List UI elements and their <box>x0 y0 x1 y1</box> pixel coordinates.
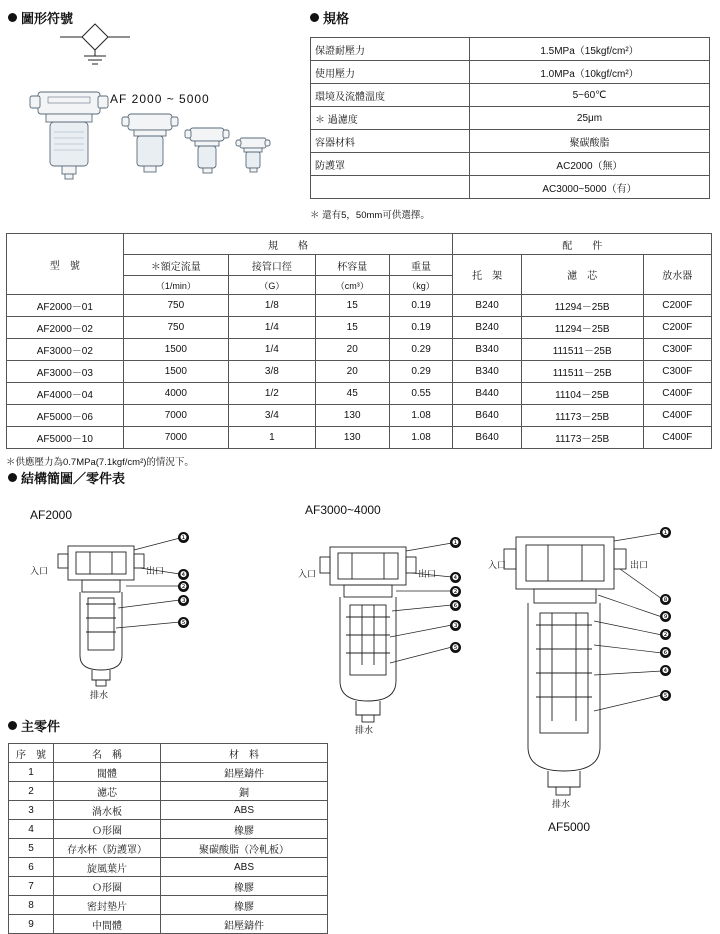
callout-2: ❷ <box>179 582 188 591</box>
series-label: AF 2000 ~ 5000 <box>110 92 210 106</box>
table-row: AF5000－10 7000 1 130 1.08 B640 11173－25B C400F <box>7 427 712 449</box>
col-name: 名 稱 <box>54 744 161 763</box>
table-row: AF4000－04 4000 1/2 45 0.55 B440 11104－25B C400F <box>7 383 712 405</box>
table-row: ＊ 過濾度 25μm <box>311 107 710 130</box>
bullet-icon <box>8 473 17 482</box>
group-spec: 規 格 <box>123 234 453 255</box>
model-table <box>6 233 712 449</box>
callout-4: ❹ <box>661 666 670 675</box>
spec-section-title: 規格 <box>310 8 712 27</box>
callout-3: ❸ <box>179 596 188 605</box>
col-element: 濾 芯 <box>521 255 643 295</box>
callout-3: ❸ <box>451 621 460 630</box>
col-bracket: 托 架 <box>453 255 521 295</box>
callout-1: ❶ <box>179 533 188 542</box>
inlet-label: 入口 <box>488 560 507 570</box>
bullet-icon <box>310 13 319 22</box>
callout-1: ❶ <box>451 538 460 547</box>
inlet-label: 入口 <box>30 566 49 576</box>
table-row: 使用壓力 1.0MPa（10kgf/cm²） <box>311 61 710 84</box>
callout-9: ❾ <box>661 612 670 621</box>
table-row: AF2000－01 750 1/8 15 0.19 B240 11294－25B C200F <box>7 295 712 317</box>
model-table-footnote: ＊供應壓力為0.7MPa(7.1kgf/cm²)的情況下。 <box>6 457 194 468</box>
table-row: 3 渦水板 ABS <box>9 801 328 820</box>
drain-label: 排水 <box>355 725 374 735</box>
symbol-section <box>8 8 308 27</box>
graphic-symbol-diagram <box>60 22 130 66</box>
col-material: 材 料 <box>161 744 328 763</box>
drawing-af2000 <box>30 528 210 708</box>
bullet-icon <box>8 13 17 22</box>
table-row: 5 存水杯（防護罩） 聚碳酸脂（冷軋板） <box>9 839 328 858</box>
spec-table <box>310 37 710 199</box>
table-row: 1 閥體 鋁壓鑄件 <box>9 763 328 782</box>
table-row: AF2000－02 750 1/4 15 0.19 B240 11294－25B C200F <box>7 317 712 339</box>
table-row: 9 中間體 鋁壓鑄件 <box>9 915 328 934</box>
col-weight: 重量 <box>389 255 453 276</box>
table-row: 保證耐壓力 1.5MPa（15kgf/cm²） <box>311 38 710 61</box>
callout-2: ❷ <box>661 630 670 639</box>
col-model: 型 號 <box>7 234 124 295</box>
col-weight-unit: （kg） <box>389 276 453 295</box>
table-row: 8 密封墊片 橡膠 <box>9 896 328 915</box>
symbol-section-title: 圖形符號 <box>8 8 308 27</box>
col-bowl-unit: （cm³） <box>315 276 389 295</box>
col-flow: ＊額定流量 <box>123 255 228 276</box>
table-row: 防護罩 AC2000（無） <box>311 153 710 176</box>
callout-1: ❶ <box>661 528 670 537</box>
outlet-label: 出口 <box>630 560 649 570</box>
inlet-label: 入口 <box>298 569 317 579</box>
col-port: 接管口徑 <box>228 255 315 276</box>
table-row: 2 濾芯 銅 <box>9 782 328 801</box>
drain-label: 排水 <box>90 690 109 700</box>
bullet-icon <box>8 721 17 730</box>
model-section <box>6 233 714 468</box>
structure-section-title: 結構簡圖／零件表 <box>8 468 125 487</box>
col-flow-unit: （1/min） <box>123 276 228 295</box>
table-row: 容器材料 聚碳酸脂 <box>311 130 710 153</box>
table-row: 7 Ｏ形圈 橡膠 <box>9 877 328 896</box>
table-row: 環境及流體溫度 5~60℃ <box>311 84 710 107</box>
table-row: AF3000－02 1500 1/4 20 0.29 B340 111511－25B C300F <box>7 339 712 361</box>
callout-5: ❺ <box>179 618 188 627</box>
table-header-row <box>7 234 712 255</box>
parts-section-title: 主零件 <box>8 716 338 735</box>
drawing-label-af5000: AF5000 <box>548 820 591 834</box>
callout-8: ❽ <box>661 595 670 604</box>
table-row: 4 Ｏ形圈 橡膠 <box>9 820 328 839</box>
parts-table <box>8 743 328 934</box>
table-row: AF3000－03 1500 3/8 20 0.29 B340 111511－25B C300F <box>7 361 712 383</box>
callout-6: ❻ <box>451 601 460 610</box>
table-row: 6 旋風葉片 ABS <box>9 858 328 877</box>
spec-note: ＊ 還有5，50mm可供選擇。 <box>310 210 430 221</box>
table-row: AF5000－06 7000 3/4 130 1.08 B640 11173－25B C400F <box>7 405 712 427</box>
callout-5: ❺ <box>451 643 460 652</box>
drawing-af3000-4000 <box>300 525 490 740</box>
col-drain: 放水器 <box>643 255 711 295</box>
callout-2: ❷ <box>451 587 460 596</box>
outlet-label: 出口 <box>146 566 165 576</box>
callout-6: ❻ <box>661 648 670 657</box>
drain-label: 排水 <box>552 799 571 809</box>
col-port-unit: （G） <box>228 276 315 295</box>
col-bowl: 杯容量 <box>315 255 389 276</box>
group-parts: 配 件 <box>453 234 712 255</box>
callout-4: ❹ <box>451 573 460 582</box>
drawing-label-af3000-4000: AF3000~4000 <box>305 503 381 517</box>
table-row: AC3000~5000（有） <box>311 176 710 199</box>
drawing-label-af2000: AF2000 <box>30 508 73 522</box>
parts-section <box>8 716 338 934</box>
callout-4: ❹ <box>179 570 188 579</box>
spec-section <box>310 8 712 221</box>
drawing-af5000 <box>488 525 705 809</box>
col-no: 序 號 <box>9 744 54 763</box>
table-header-row <box>9 744 328 763</box>
outlet-label: 出口 <box>418 569 437 579</box>
callout-5: ❺ <box>661 691 670 700</box>
